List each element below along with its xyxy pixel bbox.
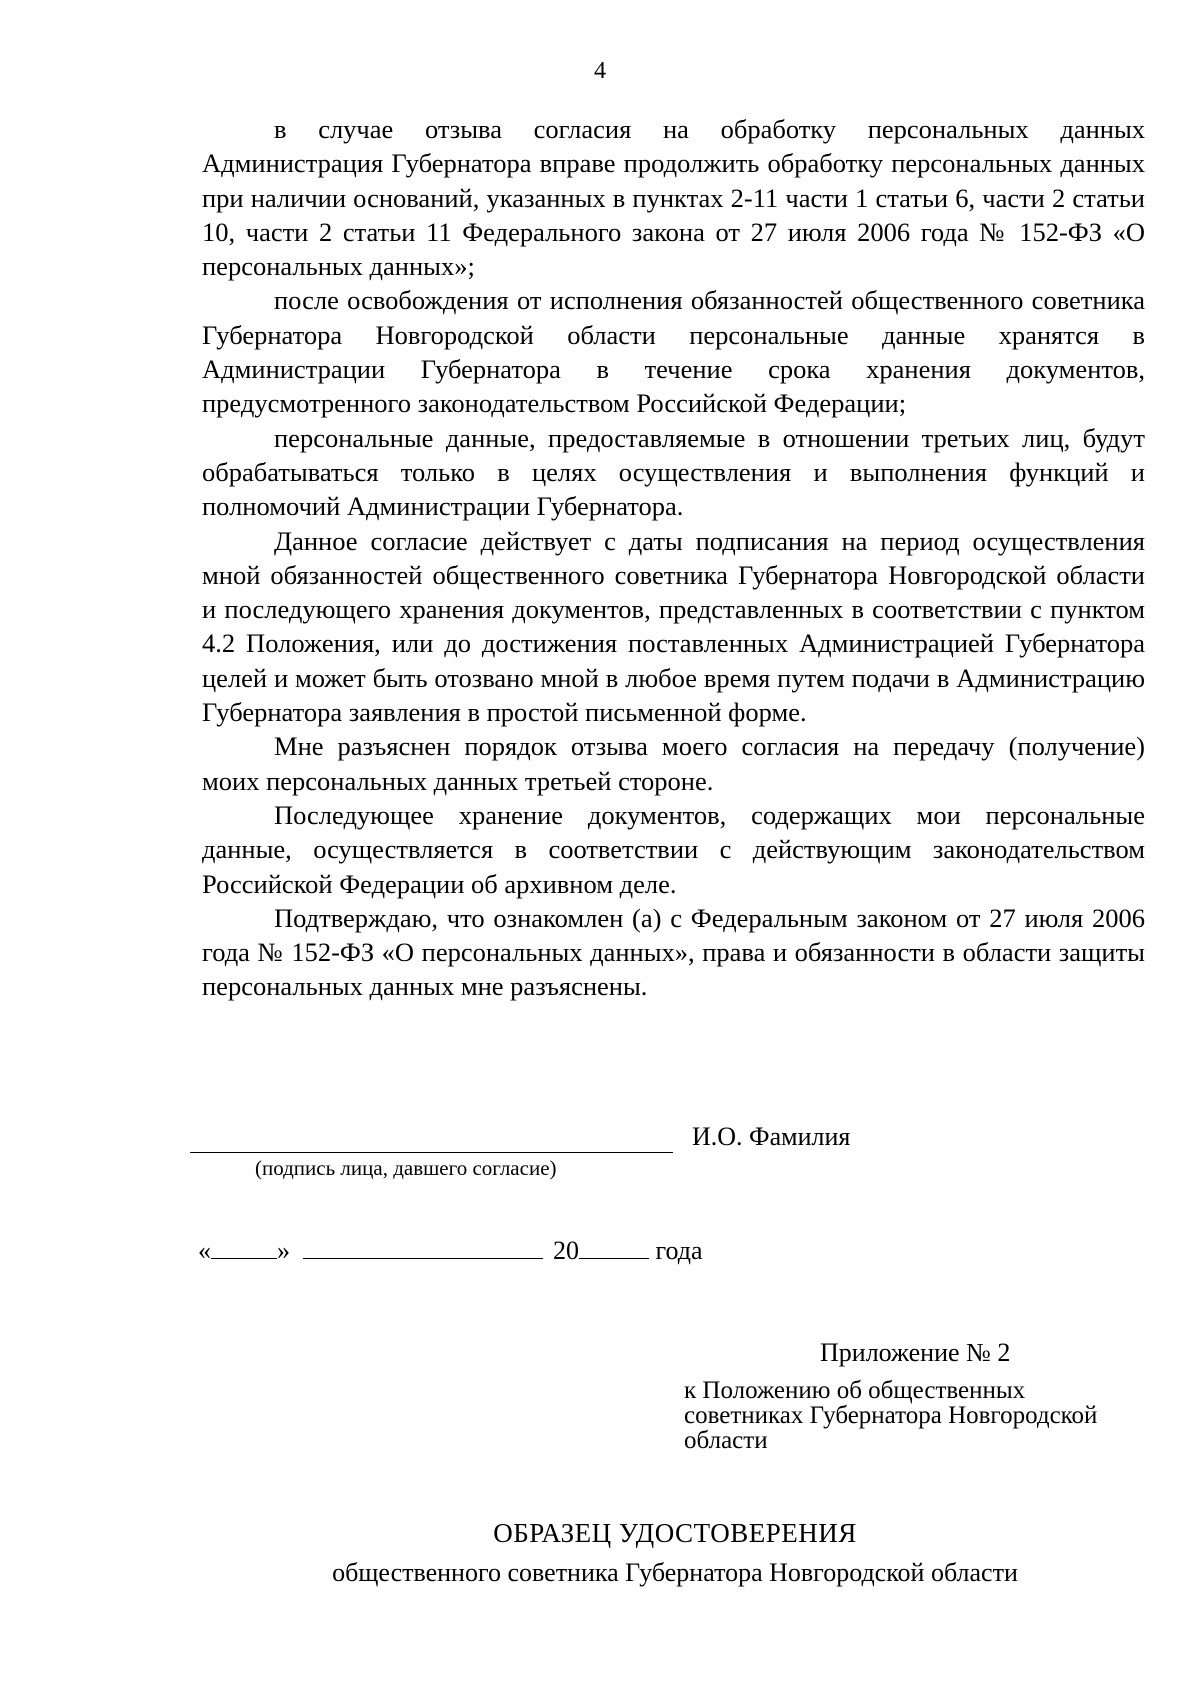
page-number: 4	[594, 58, 606, 84]
paragraph-third-parties: персональные данные, предоставляемые в отношении третьих лиц, будут обрабатываться только в целях осуществления и выполнения функций и полномочий Администрации Губернатора.	[202, 422, 1145, 522]
paragraph-consent-validity: Данное согласие действует с даты подписания на период осуществления мной обязанностей общественного советника Губернатора Новгородской области и последующего хранения документов, представленных в соответствии с пунктом 4.2 Положения, или до достижения поставленных Администрацией Губернатора целей и может быть отозвано мной в любое время путем подачи в Администрацию Губернатора заявления в простой письменной форме.	[202, 525, 1145, 728]
signature-caption: (подпись лица, давшего согласие)	[255, 1156, 557, 1180]
year-suffix: года	[655, 1236, 703, 1265]
date-open-quote: «	[198, 1236, 211, 1265]
appendix-ref-line: советниках Губернатора Новгородской	[684, 1402, 1098, 1429]
appendix-ref-line: области	[684, 1427, 768, 1454]
appendix-reference	[684, 1378, 1154, 1453]
document-body	[202, 112, 1145, 1004]
paragraph-confirmation: Подтверждаю, что ознакомлен (а) с Федеральным законом от 27 июля 2006 года № 152-ФЗ «О персональных данных», права и обязанности в области защиты персональных данных мне разъяснены.	[202, 902, 1145, 1002]
year-prefix: 20	[553, 1236, 579, 1265]
paragraph-storage-after-release: после освобождения от исполнения обязанностей общественного советника Губернатора Новгородской области персональные данные хранятся в Администрации Губернатора в течение срока хранения документов, предусмотренного законодательством Российской Федерации;	[202, 285, 1145, 419]
signer-name: И.О. Фамилия	[692, 1122, 851, 1151]
year-blank	[579, 1232, 649, 1259]
sample-title: ОБРАЗЕЦ УДОСТОВЕРЕНИЯ	[493, 1518, 857, 1548]
paragraph-archive-storage: Последующее хранение документов, содержащих мои персональные данные, осуществляется в соответствии с действующим законодательством Российской Федерации об архивном деле.	[202, 799, 1145, 899]
paragraph-consent-withdrawal: в случае отзыва согласия на обработку персональных данных Администрация Губернатора вправе продолжить обработку персональных данных при наличии оснований, указанных в пунктах 2-11 части 1 статьи 6, части 2 статьи 10, части 2 статьи 11 Федерального закона от 27 июля 2006 года № 152-ФЗ «О персональных данных»;	[202, 114, 1145, 282]
appendix-ref-line: к Положению об общественных	[684, 1377, 1026, 1404]
date-close-quote: »	[277, 1236, 290, 1265]
signature-line	[190, 1152, 673, 1153]
date-line	[198, 1232, 703, 1266]
month-blank	[303, 1232, 543, 1259]
sample-subtitle: общественного советника Губернатора Новгородской области	[332, 1558, 1018, 1587]
appendix-title: Приложение № 2	[820, 1338, 1011, 1367]
day-blank	[211, 1232, 277, 1259]
paragraph-withdrawal-procedure: Мне разъяснен порядок отзыва моего согласия на передачу (получение) моих персональных данных третьей стороне.	[202, 731, 1145, 796]
